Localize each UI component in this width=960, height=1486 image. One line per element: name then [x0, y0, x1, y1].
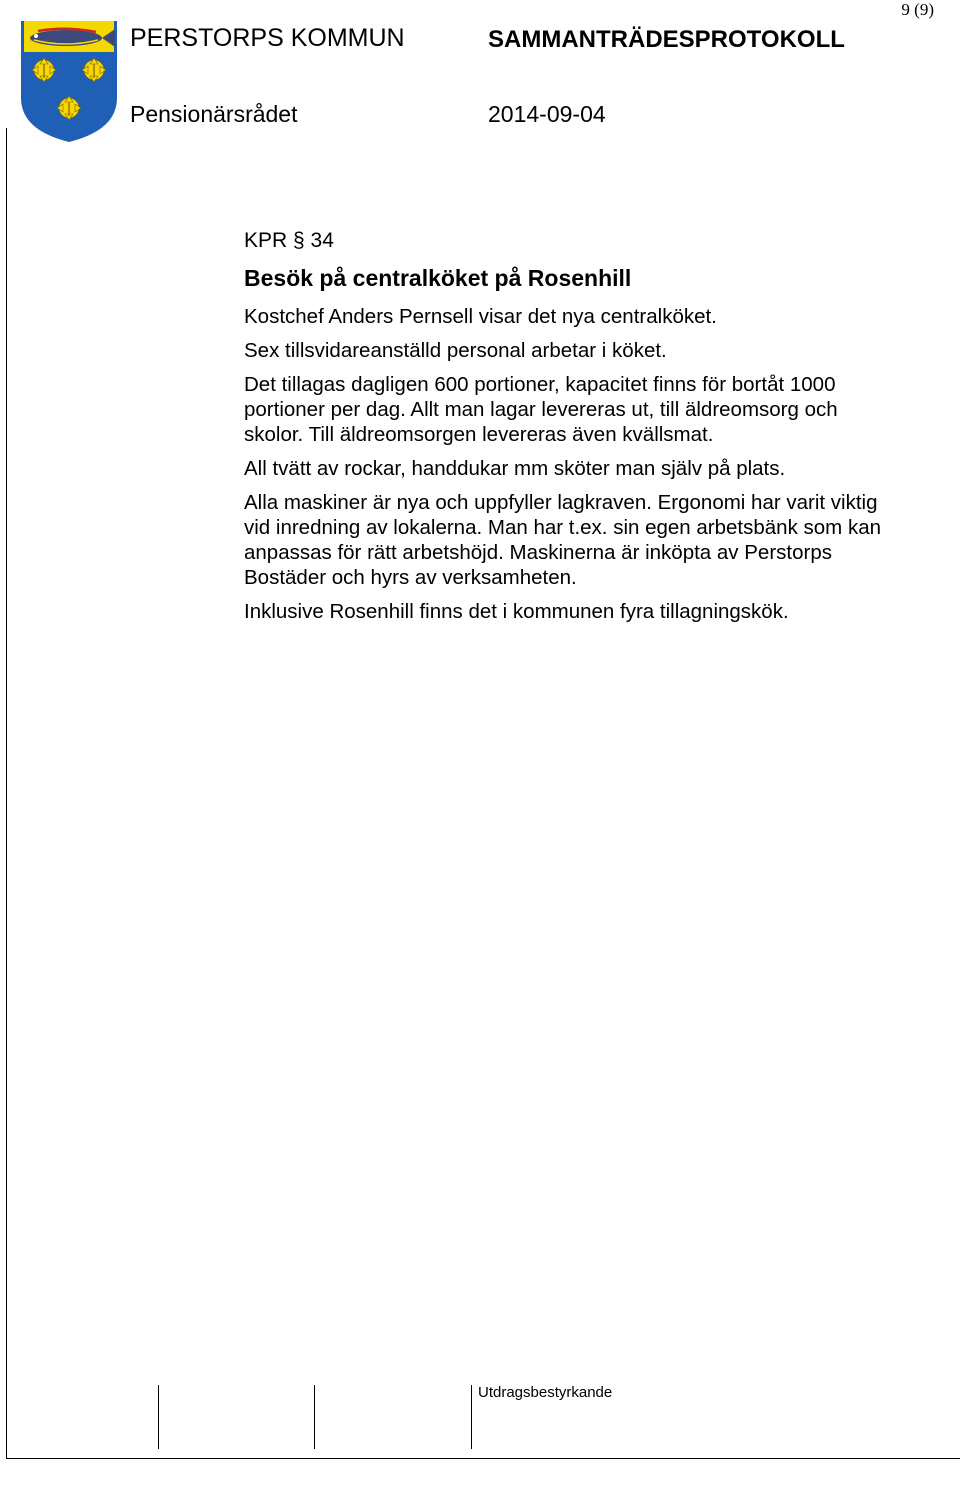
- section-body: [244, 229, 884, 633]
- meeting-date: 2014-09-04: [488, 101, 606, 127]
- paragraph: Alla maskiner är nya och uppfyller lagkraven. Ergonomi har varit viktig vid inredning av lokalerna. Man har t.ex. sin egen arbetsbänk som kan anpassas för rätt arbetshöjd. Maskinerna är inköpta av Perstorps Bostäder och hyrs av verksamheten.: [244, 491, 882, 589]
- bottom-rule: [6, 1458, 960, 1459]
- municipal-coat-of-arms-icon: [18, 18, 120, 144]
- certification-label: Utdragsbestyrkande: [478, 1384, 613, 1401]
- section-number: KPR § 34: [244, 229, 334, 252]
- page-number: 9 (9): [901, 0, 934, 19]
- paragraph: Inklusive Rosenhill finns det i kommunen fyra tillagningskök.: [244, 600, 789, 623]
- signature-field-divider: [158, 1385, 159, 1449]
- left-margin-line: [6, 128, 7, 1458]
- paragraph: Sex tillsvidareanställd personal arbetar i köket.: [244, 339, 667, 362]
- signature-field-divider: [471, 1385, 472, 1449]
- committee-name: Pensionärsrådet: [130, 101, 298, 127]
- paragraph: Kostchef Anders Pernsell visar det nya centralköket.: [244, 305, 717, 328]
- organization-name: PERSTORPS KOMMUN: [130, 24, 405, 52]
- paragraph: All tvätt av rockar, handdukar mm sköter man själv på plats.: [244, 457, 786, 480]
- section-title: Besök på centralköket på Rosenhill: [244, 265, 632, 291]
- paragraph: Det tillagas dagligen 600 portioner, kapacitet finns för bortåt 1000 portioner per dag. Allt man lagar levereras ut, till äldreomsorg och skolor. Till äldreomsorgen levereras även kvällsmat.: [244, 373, 838, 446]
- signature-field-divider: [314, 1385, 315, 1449]
- document-type: SAMMANTRÄDESPROTOKOLL: [488, 26, 845, 53]
